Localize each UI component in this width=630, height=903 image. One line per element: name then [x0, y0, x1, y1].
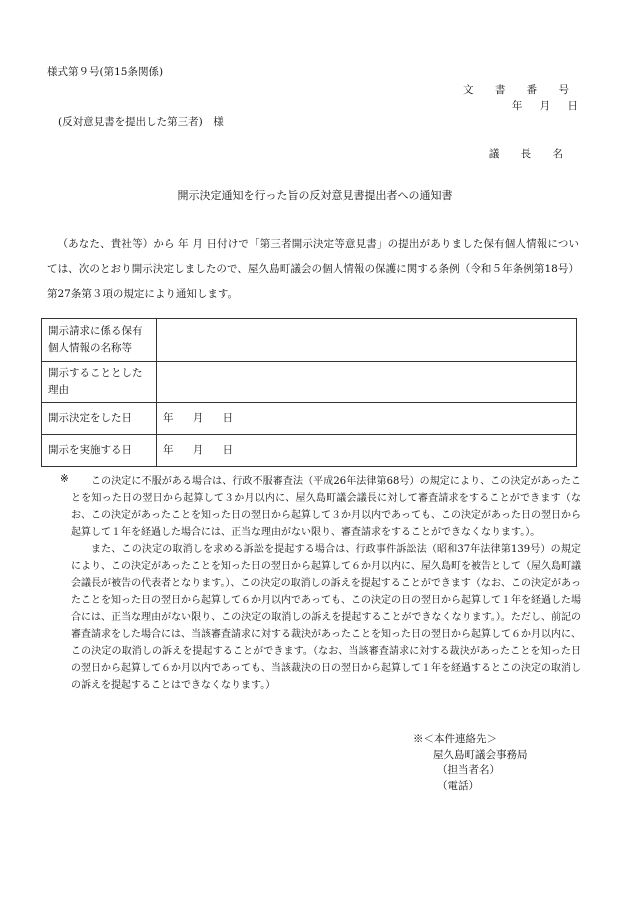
contact-block	[413, 732, 528, 794]
row-label-decision-date: 開示決定をした日	[42, 403, 157, 435]
recipient: (反対意見書を提出した第三者) 様	[58, 116, 224, 128]
document-title: 開示決定通知を行った旨の反対意見書提出者への通知書	[177, 189, 453, 202]
info-table	[41, 318, 577, 467]
row-value-decision-date: 年 月 日	[157, 403, 577, 435]
chairperson-name: 議 長 名	[488, 148, 572, 160]
table-row	[42, 403, 577, 435]
table-row	[42, 319, 577, 362]
note-paragraph-lawsuit: また、この決定の取消しを求める訴訟を提起する場合は、行政事件訴訟法（昭和37年法律第139号）の規定により、この決定があったことを知った日の翌日から起算して６か月以内に、屋久島町を被告として（屋久島町議会議長が被告の代表者となります。）、この決定の取消しの訴えを提起することができます（なお、この決定があったことを知った日の翌日から起算して６か月以内であっても、この決定の日の翌日から起算して１年を経過した場合には、正当な理由がない限り、この決定の取消しの訴えを提起することができなくなります。）。ただし、前記の審査請求をした場合には、当該審査請求に対する裁決があったことを知った日の翌日から起算して６か月以内に、この決定の取消しの訴えを提起することができます。（なお、当該審査請求に対する裁決があったことを知った日の翌日から起算して６か月以内であっても、当該裁決の日の翌日から起算して１年を経過するとこの決定の取消しの訴えを提起することはできなくなります。）	[71, 544, 581, 691]
contact-office: 屋久島町議会事務局	[433, 748, 528, 761]
table-row	[42, 362, 577, 403]
row-value-disclosure-date: 年 月 日	[157, 435, 577, 467]
row-value-reason	[157, 362, 577, 403]
note-mark: ※	[60, 473, 69, 485]
note-paragraph-appeal: この決定に不服がある場合は、行政不服審査法（平成26年法律第68号）の規定により、この決定があったことを知った日の翌日から起算して３か月以内に、屋久島町議会議長に対して審査請求をすることができます（なお、この決定があったことを知った日の翌日から起算して３か月以内であっても、この決定があった日の翌日から起算して１年を経過した場合には、正当な理由がない限り、審査請求をすることができなくなります。）。	[71, 476, 581, 538]
row-label-info-name: 開示請求に係る保有個人情報の名称等	[42, 319, 157, 362]
body-paragraph: （あなた、貴社等）から 年 月 日付けで「第三者開示決定等意見書」の提出がありました保有個人情報については、次のとおり開示決定しましたので、屋久島町議会の個人情報の保護に関する条例（令和５年条例第18号）第27条第３項の規定により通知します。	[47, 238, 579, 300]
contact-heading: ※＜本件連絡先＞	[413, 733, 497, 745]
form-number: 様式第９号(第15条関係)	[47, 66, 164, 78]
contact-person: （担当者名）	[437, 764, 500, 776]
table-row	[42, 435, 577, 467]
row-label-reason: 開示することとした理由	[42, 362, 157, 403]
notes	[71, 473, 581, 694]
issue-date: 年 月 日	[511, 100, 578, 112]
document-number: 文 書 番 号	[462, 84, 578, 96]
contact-phone: （電話）	[437, 779, 479, 792]
row-value-info-name	[157, 319, 577, 362]
row-label-disclosure-date: 開示を実施する日	[42, 435, 157, 467]
